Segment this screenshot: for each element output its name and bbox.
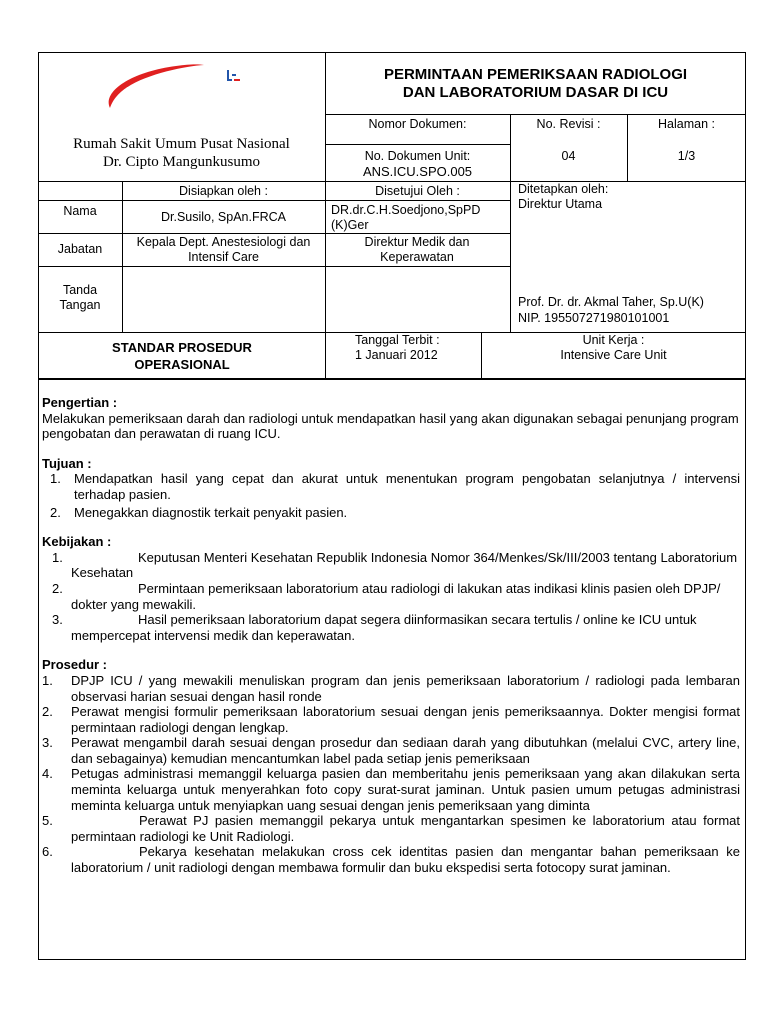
list-item-number: 1. <box>42 672 53 688</box>
tujuan-list <box>42 471 740 520</box>
list-item <box>42 704 740 735</box>
list-item-number: 1. <box>50 471 61 487</box>
list-item-number: 2. <box>50 504 61 520</box>
list-item-number: 1. <box>52 549 63 565</box>
nomor-dokumen-label: Nomor Dokumen: <box>368 117 467 131</box>
list-item-text: Perawat mengambil darah sesuai dengan prosedur dan sediaan darah yang dibutuhkan (melalui CVC, artery line, dan sebagainya) kemudian mencantumkan label pada setiap jenis pemeriksaan <box>71 735 740 766</box>
list-item-number: 5. <box>42 813 53 829</box>
list-item <box>42 612 740 643</box>
kebijakan-heading: Kebijakan : <box>42 534 112 550</box>
list-item <box>42 550 740 581</box>
pengertian-heading: Pengertian : <box>42 395 118 410</box>
unit-kerja-label: Unit Kerja : <box>582 333 645 347</box>
list-item <box>42 813 740 844</box>
document-title-line2: DAN LABORATORIUM DASAR DI ICU <box>402 84 669 101</box>
jabatan-disetujui: Direktur Medik dan Keperawatan <box>364 235 470 264</box>
nama-label: Nama <box>63 204 97 218</box>
divider <box>122 181 123 332</box>
tujuan-heading: Tujuan : <box>42 455 92 471</box>
list-item-number: 3. <box>52 612 63 628</box>
list-item <box>42 505 740 521</box>
list-item-number: 3. <box>42 735 53 751</box>
list-item-text: Menegakkan diagnostik terkait penyakit pasien. <box>74 504 348 520</box>
list-item-number: 2. <box>42 704 53 720</box>
list-item-text: DPJP ICU / yang mewakili menuliskan program dan jenis pemeriksaan laboratorium / radiologi pada lembaran observasi harian sesuai dengan hasil ronde <box>71 672 740 704</box>
document-title-line1: PERMINTAAN PEMERIKSAAN RADIOLOGI <box>383 66 688 83</box>
list-item <box>42 673 740 704</box>
sop-label: STANDAR PROSEDUR OPERASIONAL <box>112 340 252 372</box>
list-item-number: 4. <box>42 766 53 782</box>
tanggal-terbit <box>355 333 480 363</box>
list-item-number: 2. <box>52 580 63 596</box>
ditetapkan-name: Prof. Dr. dr. Akmal Taher, Sp.U(K) <box>518 295 704 309</box>
jabatan-disiapkan: Kepala Dept. Anestesiologi dan Intensif Care <box>136 235 311 264</box>
hospital-name <box>38 135 325 171</box>
no-revisi-label: No. Revisi : <box>536 117 601 131</box>
ditetapkan-role: Direktur Utama <box>518 197 603 211</box>
unit-kerja <box>481 333 746 363</box>
list-item-text: Hasil pemeriksaan laboratorium dapat segera diinformasikan secara tertulis / online ke ICU untuk mempercepat intervensi medik dan keperawatan. <box>71 612 697 643</box>
list-item <box>42 844 740 875</box>
list-item-text: Permintaan pemeriksaan laboratorium atau radiologi di lakukan atas indikasi klinis pasien oleh DPJP/ dokter yang mewakili. <box>71 580 721 612</box>
hospital-logo <box>100 58 260 114</box>
no-dokumen-unit <box>325 149 510 179</box>
disetujui-label: Disetujui Oleh : <box>375 184 460 198</box>
revisi-value: 04 <box>561 149 576 163</box>
ditetapkan-label: Ditetapkan oleh: <box>518 182 609 196</box>
kebijakan-list <box>42 550 740 644</box>
list-item-text: Petugas administrasi memanggil keluarga pasien dan memberitahu jenis pemeriksaan yang akan dilakukan serta meminta keluarga untuk menyerahkan foto copy surat-surat jaminan. Untuk pasien umum petugas administrasi meminta keluarga untuk menyiapkan uang sesuai dengan jenis pemeriksaan yang diminta <box>71 766 740 813</box>
list-item-text: Pekarya kesehatan melakukan cross cek identitas pasien dan mengantar bahan pemeriksaan ke laboratorium / unit radiologi dengan membawa formulir dan buku ekspedisi serta fotocopy surat jaminan. <box>71 844 740 876</box>
prosedur-list <box>42 673 740 876</box>
list-item <box>42 581 740 612</box>
jabatan-label: Jabatan <box>57 242 103 256</box>
ditetapkan-nip: NIP. 195507271980101001 <box>518 311 670 325</box>
tanda-tangan-label: Tanda Tangan <box>59 283 101 312</box>
hospital-name-line1: Rumah Sakit Umum Pusat Nasional <box>73 136 290 152</box>
list-item-text: Perawat PJ pasien memanggil pekarya untuk mengantarkan spesimen ke laboratorium atau format permintaan radiologi ke Unit Radiologi. <box>71 813 740 844</box>
unit-kerja-value: Intensive Care Unit <box>560 348 667 362</box>
divider <box>325 144 510 145</box>
divider <box>510 114 511 332</box>
list-item-text: Mendapatkan hasil yang cepat dan akurat untuk menentukan program pengobatan selanjutnya / intervensi terhadap pasien. <box>74 471 740 502</box>
tanggal-terbit-label: Tanggal Terbit : <box>355 333 440 347</box>
list-item-text: Keputusan Menteri Kesehatan Republik Indonesia Nomor 364/Menkes/Sk/III/2003 tentang Laboratorium Kesehatan <box>71 549 738 581</box>
document-body <box>42 395 740 876</box>
no-dokumen-unit-label: No. Dokumen Unit: <box>364 149 471 163</box>
halaman-value: 1/3 <box>677 149 696 163</box>
tanggal-terbit-value: 1 Januari 2012 <box>355 348 438 362</box>
divider <box>38 233 510 234</box>
list-item-number: 6. <box>42 844 53 860</box>
divider <box>38 200 510 201</box>
halaman-label: Halaman : <box>658 117 715 131</box>
list-item <box>42 471 740 502</box>
pengertian-text: Melakukan pemeriksaan darah dan radiologi untuk mendapatkan hasil yang akan digunakan sebagai penunjang program pengobatan dan perawatan di ruang ICU. <box>42 410 739 442</box>
document-title <box>325 66 746 102</box>
disiapkan-label: Disiapkan oleh : <box>179 184 268 198</box>
prosedur-heading: Prosedur : <box>42 657 108 673</box>
nama-disiapkan: Dr.Susilo, SpAn.FRCA <box>160 210 287 224</box>
list-item <box>42 735 740 766</box>
nama-disetujui: DR.dr.C.H.Soedjono,SpPD (K)Ger <box>331 203 481 232</box>
list-item-text: Perawat mengisi formulir pemeriksaan laboratorium sesuai dengan jenis pemeriksaannya. Dokter mengisi format permintaan radiologi dengan lengkap. <box>71 704 740 735</box>
list-item <box>42 766 740 813</box>
divider <box>38 266 510 267</box>
no-dokumen-unit-value: ANS.ICU.SPO.005 <box>362 164 473 179</box>
hospital-name-line2: Dr. Cipto Mangunkusumo <box>102 154 261 170</box>
divider <box>325 114 746 115</box>
